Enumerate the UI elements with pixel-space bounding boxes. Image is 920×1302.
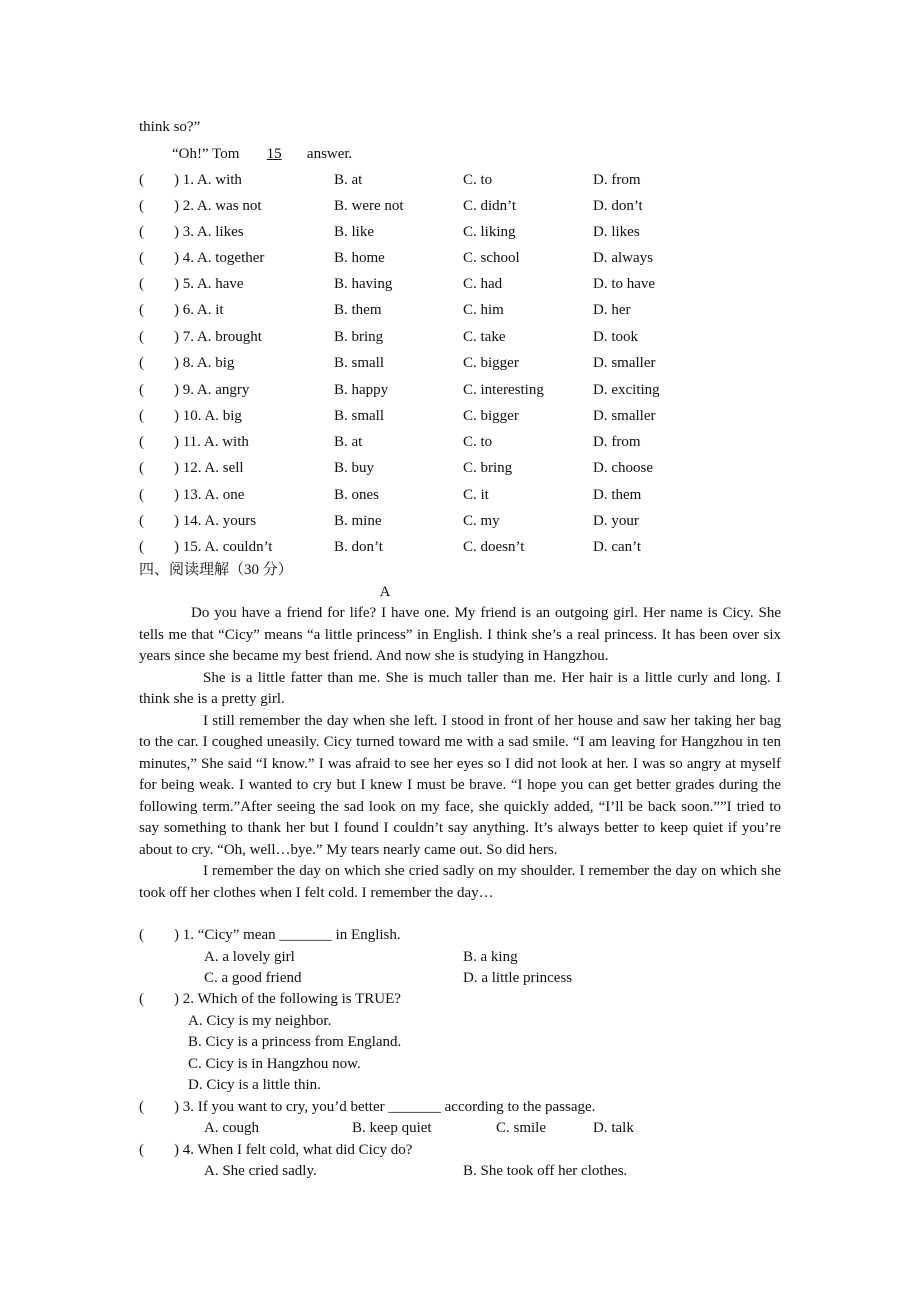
passage-paragraph: I remember the day on which she cried sadly on my shoulder. I remember the day on which she took off her clothes when I felt cold. I remember the day… bbox=[139, 863, 781, 901]
cloze-option-b: B. ones bbox=[334, 487, 379, 503]
cloze-row bbox=[139, 511, 799, 531]
cloze-row bbox=[139, 300, 799, 320]
cloze-option-b: B. don’t bbox=[334, 539, 383, 555]
intro-suffix: answer. bbox=[306, 146, 353, 162]
intro-prefix: “Oh!” Tom bbox=[172, 146, 240, 162]
cloze-option-d: D. don’t bbox=[593, 198, 643, 214]
reading-passage bbox=[139, 603, 781, 904]
passage-paragraph: She is a little fatter than me. She is much taller than me. Her hair is a little curly and long. I think she is a pretty girl. bbox=[139, 669, 781, 707]
cloze-option-c: C. interesting bbox=[463, 382, 544, 398]
cloze-option-a: ( ) 9. A. angry bbox=[139, 382, 250, 398]
section-heading: 四、阅读理解（30 分） bbox=[139, 562, 293, 578]
cloze-row bbox=[139, 196, 799, 216]
cloze-option-b: B. home bbox=[334, 250, 385, 266]
cloze-row bbox=[139, 248, 799, 268]
cloze-option-d: D. smaller bbox=[593, 355, 656, 371]
cloze-option-a: ( ) 5. A. have bbox=[139, 276, 244, 292]
passage-paragraph: Do you have a friend for life? I have one. My friend is an outgoing girl. Her name is Cicy. She tells me that “Cicy” means “a little princess” in English. I think she’s a real princess. It has been over six years since she became my best friend. And now she is studying in Hangzhou. bbox=[139, 605, 781, 664]
q1-option-a: A. a lovely girl bbox=[204, 949, 295, 965]
question-1-stem: ( ) 1. “Cicy” mean _______ in English. bbox=[139, 927, 401, 943]
cloze-option-b: B. at bbox=[334, 172, 363, 188]
cloze-option-a: ( ) 1. A. with bbox=[139, 172, 242, 188]
cloze-option-a: ( ) 2. A. was not bbox=[139, 198, 262, 214]
q4-option-a: A. She cried sadly. bbox=[204, 1163, 317, 1179]
cloze-row bbox=[139, 353, 799, 373]
q3-option-b: B. keep quiet bbox=[352, 1120, 432, 1136]
cloze-option-a: ( ) 7. A. brought bbox=[139, 329, 262, 345]
cloze-option-b: B. having bbox=[334, 276, 393, 292]
cloze-option-d: D. choose bbox=[593, 460, 653, 476]
cloze-option-b: B. small bbox=[334, 408, 385, 424]
cloze-option-a: ( ) 12. A. sell bbox=[139, 460, 244, 476]
cloze-option-a: ( ) 4. A. together bbox=[139, 250, 265, 266]
cloze-option-d: D. her bbox=[593, 302, 631, 318]
cloze-option-c: C. bigger bbox=[463, 408, 519, 424]
cloze-option-d: D. them bbox=[593, 487, 642, 503]
q1-option-d: D. a little princess bbox=[463, 970, 573, 986]
cloze-row bbox=[139, 537, 799, 557]
cloze-option-a: ( ) 11. A. with bbox=[139, 434, 249, 450]
cloze-option-c: C. had bbox=[463, 276, 503, 292]
cloze-option-b: B. them bbox=[334, 302, 382, 318]
q4-option-b: B. She took off her clothes. bbox=[463, 1163, 628, 1179]
cloze-option-d: D. your bbox=[593, 513, 639, 529]
q3-option-d: D. talk bbox=[593, 1120, 634, 1136]
intro-line-2 bbox=[172, 144, 352, 164]
cloze-option-b: B. were not bbox=[334, 198, 404, 214]
question-4-stem: ( ) 4. When I felt cold, what did Cicy do? bbox=[139, 1142, 413, 1158]
cloze-option-d: D. likes bbox=[593, 224, 640, 240]
question-3-stem: ( ) 3. If you want to cry, you’d better _______ according to the passage. bbox=[139, 1099, 596, 1115]
cloze-option-a: ( ) 10. A. big bbox=[139, 408, 242, 424]
cloze-row bbox=[139, 274, 799, 294]
cloze-option-b: B. at bbox=[334, 434, 363, 450]
cloze-option-a: ( ) 15. A. couldn’t bbox=[139, 539, 273, 555]
cloze-option-c: C. it bbox=[463, 487, 489, 503]
cloze-option-c: C. liking bbox=[463, 224, 516, 240]
cloze-option-b: B. happy bbox=[334, 382, 389, 398]
cloze-option-d: D. from bbox=[593, 172, 641, 188]
cloze-option-c: C. doesn’t bbox=[463, 539, 525, 555]
cloze-option-b: B. like bbox=[334, 224, 374, 240]
cloze-option-d: D. from bbox=[593, 434, 641, 450]
q3-option-c: C. smile bbox=[496, 1120, 547, 1136]
cloze-option-c: C. take bbox=[463, 329, 506, 345]
cloze-option-b: B. mine bbox=[334, 513, 382, 529]
cloze-option-c: C. school bbox=[463, 250, 520, 266]
intro-line-1: think so?” bbox=[139, 119, 201, 135]
cloze-option-a: ( ) 14. A. yours bbox=[139, 513, 257, 529]
q1-option-c: C. a good friend bbox=[204, 970, 302, 986]
q1-option-b: B. a king bbox=[463, 949, 518, 965]
q3-option-a: A. cough bbox=[204, 1120, 259, 1136]
cloze-option-a: ( ) 6. A. it bbox=[139, 302, 224, 318]
cloze-option-c: C. him bbox=[463, 302, 504, 318]
cloze-option-b: B. bring bbox=[334, 329, 384, 345]
cloze-option-d: D. smaller bbox=[593, 408, 656, 424]
q2-option-a: A. Cicy is my neighbor. bbox=[188, 1013, 332, 1029]
cloze-option-d: D. took bbox=[593, 329, 638, 345]
cloze-option-d: D. to have bbox=[593, 276, 656, 292]
q2-option-b: B. Cicy is a princess from England. bbox=[188, 1034, 402, 1050]
cloze-option-a: ( ) 13. A. one bbox=[139, 487, 245, 503]
cloze-option-a: ( ) 8. A. big bbox=[139, 355, 235, 371]
cloze-option-c: C. bigger bbox=[463, 355, 519, 371]
q2-option-d: D. Cicy is a little thin. bbox=[188, 1077, 321, 1093]
cloze-option-a: ( ) 3. A. likes bbox=[139, 224, 244, 240]
cloze-option-c: C. my bbox=[463, 513, 500, 529]
answer-blank-15: 15 bbox=[266, 146, 282, 162]
cloze-option-d: D. can’t bbox=[593, 539, 642, 555]
question-2-stem: ( ) 2. Which of the following is TRUE? bbox=[139, 991, 401, 1007]
cloze-row bbox=[139, 406, 799, 426]
cloze-row bbox=[139, 170, 799, 190]
cloze-option-c: C. didn’t bbox=[463, 198, 517, 214]
cloze-row bbox=[139, 485, 799, 505]
cloze-option-c: C. to bbox=[463, 434, 493, 450]
cloze-row bbox=[139, 458, 799, 478]
cloze-option-b: B. small bbox=[334, 355, 385, 371]
cloze-option-c: C. to bbox=[463, 172, 493, 188]
passage-paragraph: I still remember the day when she left. I stood in front of her house and saw her taking her bag to the car. I coughed uneasily. Cicy turned toward me with a sad smile. “I am leaving for Hangzhou in ten minutes,” She said “I know.” I was afraid to see her eyes so I did not look at her. I was so angry at myself for being weak. I wanted to cry but I knew I must be brave. “I hope you can get better grades during the following term.”After seeing the sad look on my face, she quickly added, “I’ll be back soon.””I tried to say something to thank her but I found I couldn’t say anything. It’s always better to keep quiet if you’re about to cry. “Oh, well…bye.” My tears nearly came out. So did hers. bbox=[139, 712, 781, 858]
cloze-option-b: B. buy bbox=[334, 460, 375, 476]
cloze-option-d: D. exciting bbox=[593, 382, 660, 398]
cloze-row bbox=[139, 432, 799, 452]
cloze-option-d: D. always bbox=[593, 250, 653, 266]
passage-label: A bbox=[379, 584, 391, 600]
cloze-row bbox=[139, 380, 799, 400]
cloze-row bbox=[139, 222, 799, 242]
cloze-row bbox=[139, 327, 799, 347]
cloze-option-c: C. bring bbox=[463, 460, 513, 476]
q2-option-c: C. Cicy is in Hangzhou now. bbox=[188, 1056, 361, 1072]
